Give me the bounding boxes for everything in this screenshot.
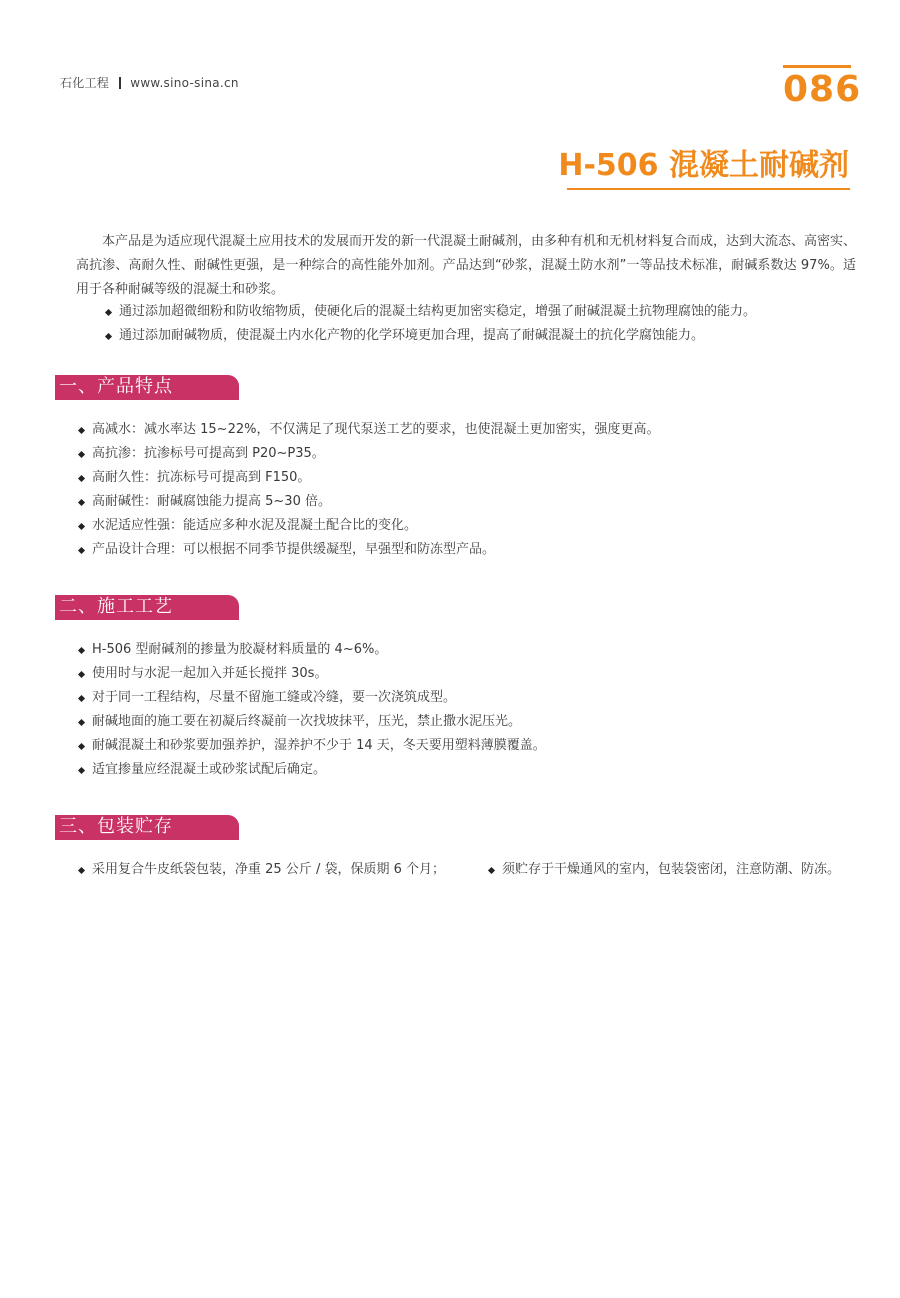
- bullet-diamond-icon: [78, 474, 85, 481]
- list-item-text: 高抗渗：抗渗标号可提高到 P20~P35。: [92, 446, 325, 461]
- section-heading: 二、施工工艺: [59, 596, 173, 617]
- section-rule: [55, 839, 239, 840]
- features-list: [76, 418, 866, 562]
- header-section-label: 石化工程: [60, 76, 110, 90]
- list-item-text: 对于同一工程结构，尽量不留施工缝或冷缝，要一次浇筑成型。: [92, 690, 457, 705]
- section-heading: 一、产品特点: [59, 376, 173, 397]
- bullet-diamond-icon: [78, 522, 85, 529]
- section-header-packaging: [55, 815, 239, 839]
- page-number-bar: [783, 65, 851, 68]
- bullet-diamond-icon: [78, 426, 85, 433]
- list-item: [76, 758, 866, 782]
- list-item-text: 耐碱混凝土和砂浆要加强养护，湿养护不少于 14 天，冬天要用塑料薄膜覆盖。: [92, 738, 546, 753]
- section-rule: [55, 399, 239, 400]
- list-item: [76, 514, 866, 538]
- list-item-text: H-506 型耐碱剂的掺量为胶凝材料质量的 4~6%。: [92, 642, 388, 657]
- list-item: [76, 710, 866, 734]
- title-underline: [567, 188, 850, 190]
- bullet-diamond-icon: [78, 450, 85, 457]
- list-item: [76, 686, 866, 710]
- bullet-diamond-icon: [78, 646, 85, 653]
- list-item-text: 高耐碱性：耐碱腐蚀能力提高 5~30 倍。: [92, 494, 331, 509]
- section-header-features: [55, 375, 239, 399]
- section-rule: [55, 619, 239, 620]
- list-item-text: 高耐久性：抗冻标号可提高到 F150。: [92, 470, 311, 485]
- bullet-diamond-icon: [78, 742, 85, 749]
- list-item: [76, 466, 866, 490]
- list-item: [76, 662, 866, 686]
- construction-list: [76, 638, 866, 782]
- bullet-diamond-icon: [105, 332, 112, 339]
- section-heading: 三、包装贮存: [59, 816, 173, 837]
- page-title: H-506 混凝土耐碱剂: [558, 148, 849, 183]
- bullet-diamond-icon: [488, 866, 495, 873]
- list-item: [76, 490, 866, 514]
- list-item-text: 通过添加耐碱物质，使混凝土内水化产物的化学环境更加合理，提高了耐碱混凝土的抗化学腐蚀能力。: [119, 328, 705, 343]
- page-number: 086: [783, 69, 862, 110]
- list-item-text: 产品设计合理：可以根据不同季节提供缓凝型，早强型和防冻型产品。: [92, 542, 496, 557]
- section-header-construction: [55, 595, 239, 619]
- header-divider: [119, 77, 121, 89]
- header-url[interactable]: www.sino-sina.cn: [130, 75, 239, 90]
- bullet-diamond-icon: [78, 694, 85, 701]
- list-item: [103, 324, 863, 348]
- list-item: [76, 734, 866, 758]
- list-item-text: 适宜掺量应经混凝土或砂浆试配后确定。: [92, 762, 327, 777]
- list-item-text: 须贮存于干燥通风的室内，包装袋密闭，注意防潮、防冻。: [502, 862, 841, 877]
- list-item-text: 通过添加超微细粉和防收缩物质，使硬化后的混凝土结构更加密实稳定，增强了耐碱混凝土抗物理腐蚀的能力。: [119, 304, 757, 319]
- list-item-text: 高减水：减水率达 15~22%，不仅满足了现代泵送工艺的要求，也使混凝土更加密实，强度更高。: [92, 422, 660, 437]
- bullet-diamond-icon: [78, 866, 85, 873]
- list-item-text: 耐碱地面的施工要在初凝后终凝前一次找坡抹平，压光，禁止撒水泥压光。: [92, 714, 522, 729]
- list-item: [76, 638, 866, 662]
- bullet-diamond-icon: [78, 498, 85, 505]
- list-item: [103, 300, 863, 324]
- bullet-diamond-icon: [78, 546, 85, 553]
- bullet-diamond-icon: [78, 718, 85, 725]
- bullet-diamond-icon: [105, 308, 112, 315]
- list-item: [76, 538, 866, 562]
- intro-paragraph: 本产品是为适应现代混凝土应用技术的发展而开发的新一代混凝土耐碱剂，由多种有机和无机材料复合而成，达到大流态、高密实、高抗渗、高耐久性、耐碱性更强，是一种综合的高性能外加剂。产品达到“砂浆，混凝土防水剂”一等品技术标准，耐碱系数达 97%。适用于各种耐碱等级的混凝土和砂浆。: [76, 234, 857, 297]
- bullet-diamond-icon: [78, 670, 85, 677]
- list-item: [76, 858, 445, 882]
- list-item-text: 水泥适应性强：能适应多种水泥及混凝土配合比的变化。: [92, 518, 418, 533]
- bullet-diamond-icon: [78, 766, 85, 773]
- list-item: [486, 858, 840, 882]
- list-item-text: 采用复合牛皮纸袋包装，净重 25 公斤 / 袋，保质期 6 个月；: [92, 862, 445, 877]
- list-item: [76, 442, 866, 466]
- list-item-text: 使用时与水泥一起加入并延长搅拌 30s。: [92, 666, 328, 681]
- list-item: [76, 418, 866, 442]
- intro-bullet-list: [103, 300, 863, 348]
- header-left: [60, 74, 239, 91]
